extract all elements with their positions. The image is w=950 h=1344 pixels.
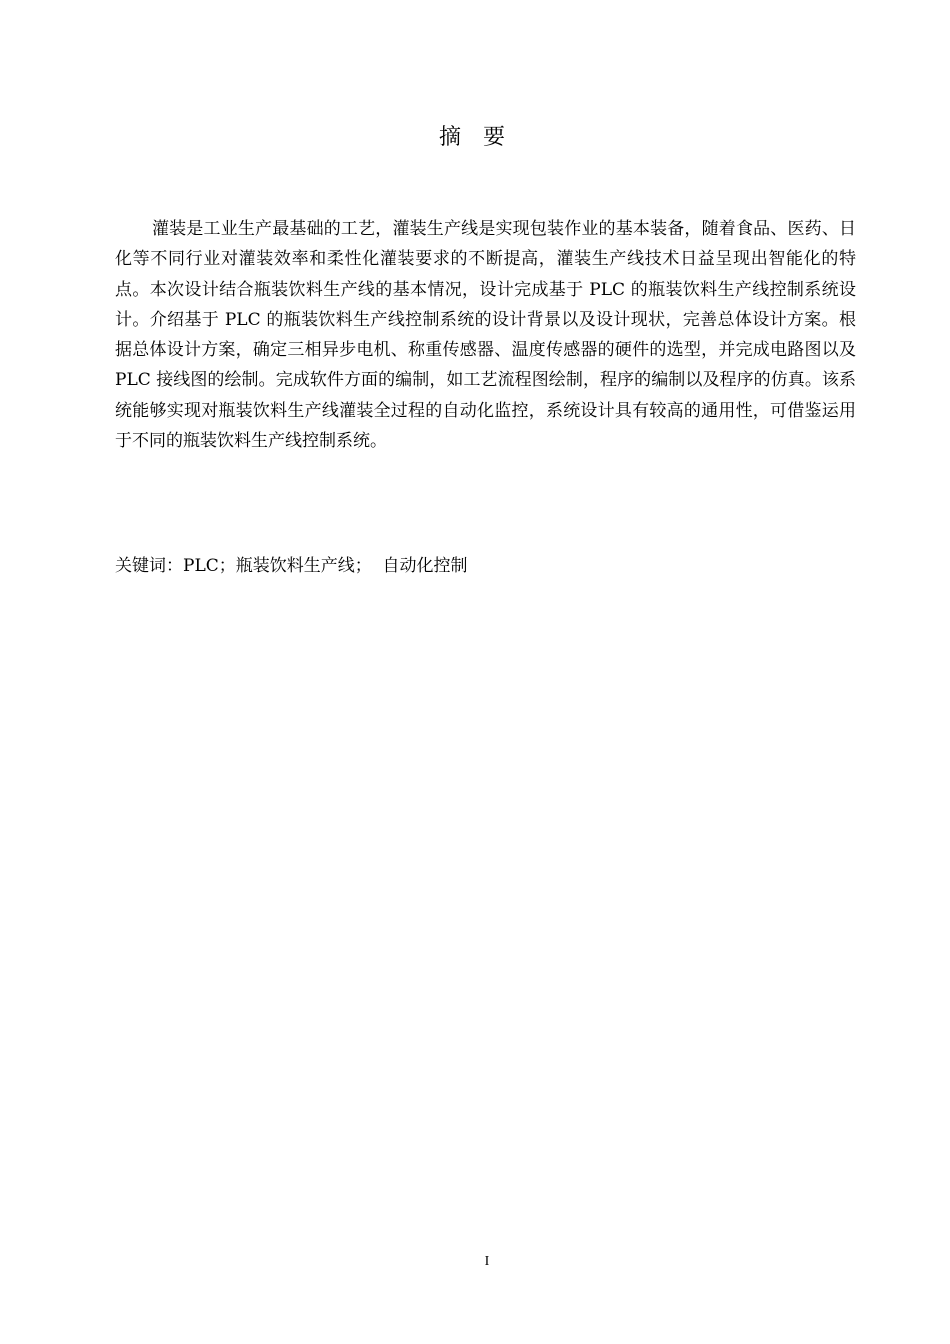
page-number: I	[484, 1254, 490, 1269]
abstract-paragraph: 灌装是工业生产最基础的工艺，灌装生产线是实现包装作业的基本装备，随着食品、医药、日化等不同行业对灌装效率和柔性化灌装要求的不断提高，灌装生产线技术日益呈现出智能化的特点。本次设计结合瓶装饮料生产线的基本情况，设计完成基于 PLC 的瓶装饮料生产线控制系统设计。介绍基于 PLC 的瓶装饮料生产线控制系统的设计背景以及设计现状，完善总体设计方案。根据总体设计方案，确定三相异步电机、称重传感器、温度传感器的硬件的选型，并完成电路图以及 PLC 接线图的绘制。完成软件方面的编制，如工艺流程图绘制，程序的编制以及程序的仿真。该系统能够实现对瓶装饮料生产线灌装全过程的自动化监控，系统设计具有较高的通用性，可借鉴运用于不同的瓶装饮料生产线控制系统。	[115, 219, 856, 452]
keywords-line	[115, 552, 856, 580]
keywords-value: PLC；瓶装饮料生产线； 自动化控制	[183, 556, 468, 576]
keywords-label: 关键词：	[115, 556, 183, 576]
page-title: 摘要	[438, 125, 527, 150]
